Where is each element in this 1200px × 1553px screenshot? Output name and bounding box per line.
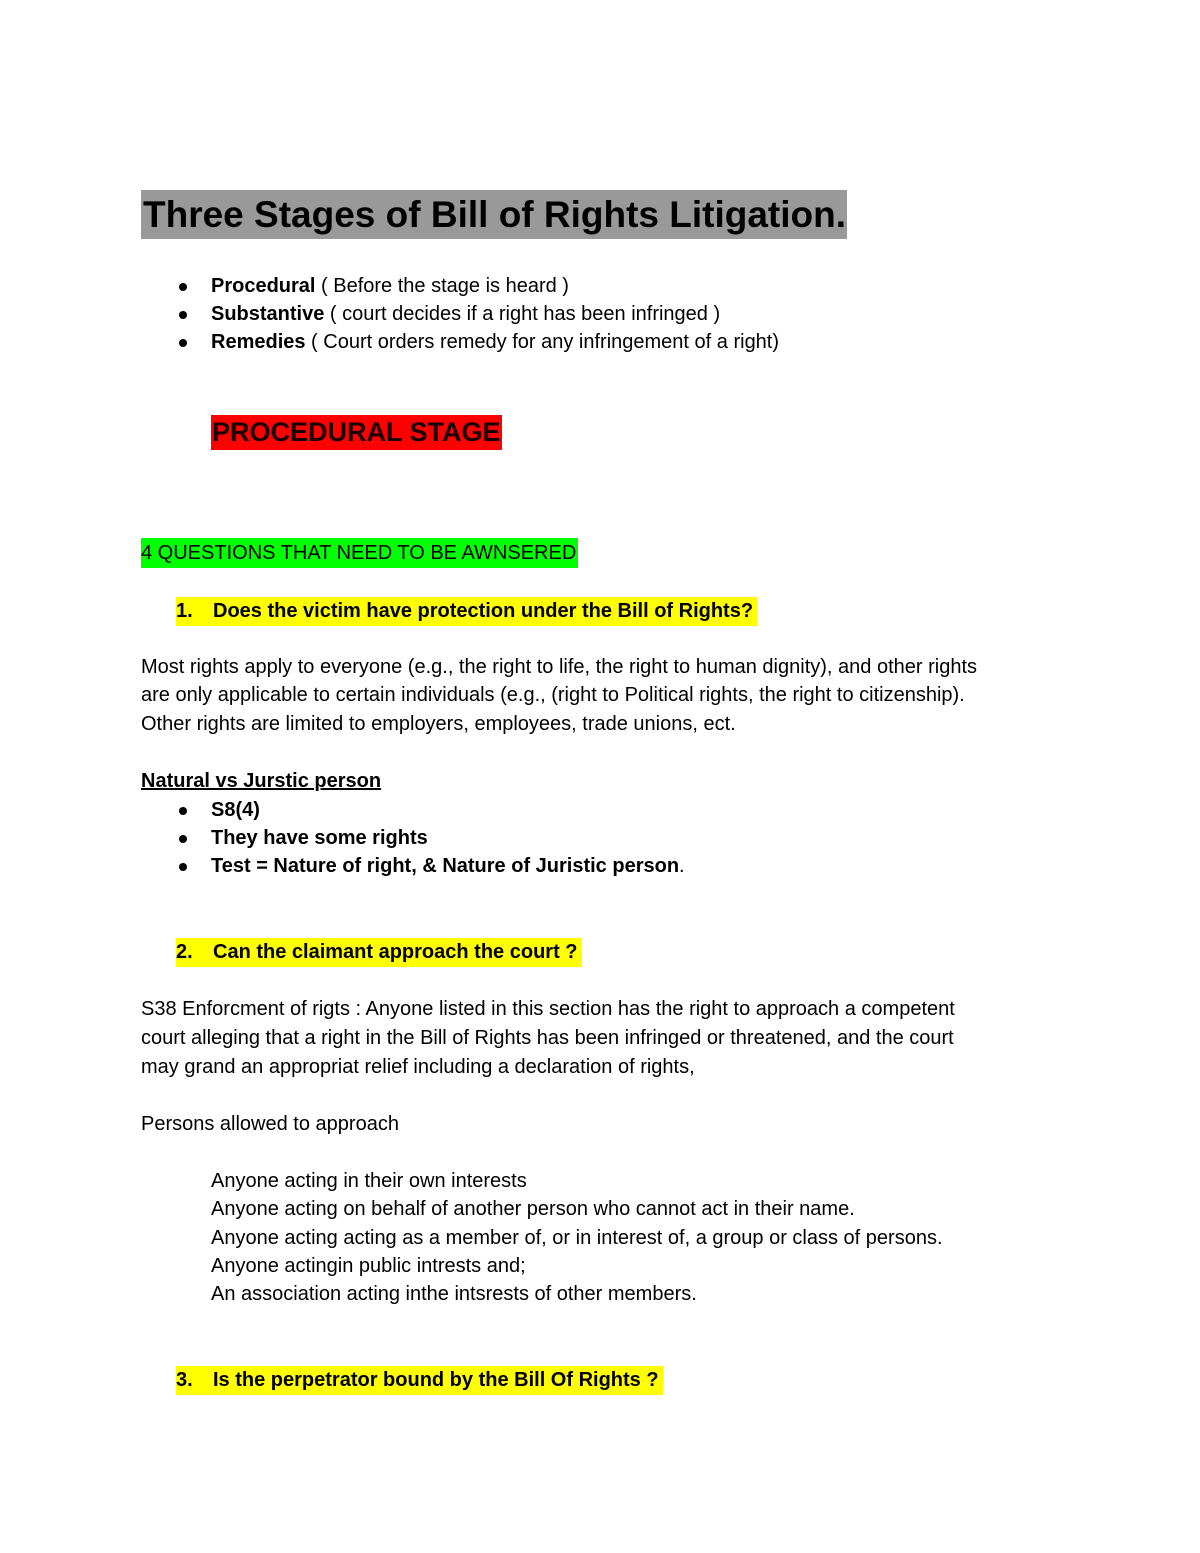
procedural-stage-text: PROCEDURAL STAGE xyxy=(212,417,501,447)
persons-heading: Persons allowed to approach xyxy=(141,1113,399,1135)
q2-paragraph-line: may grand an appropriat relief including a declaration of rights, xyxy=(141,1056,695,1078)
list-item xyxy=(211,272,569,300)
bullet-icon xyxy=(179,835,187,843)
natural-item-tail: . xyxy=(679,855,685,877)
bullet-icon xyxy=(179,863,187,871)
person-item: An association acting inthe intsrests of other members. xyxy=(211,1283,697,1305)
person-item: Anyone acting in their own interests xyxy=(211,1170,527,1192)
question-2 xyxy=(176,938,582,967)
stage-desc: ( court decides if a right has been infringed ) xyxy=(324,303,721,325)
person-item: Anyone acting acting as a member of, or in interest of, a group or class of persons. xyxy=(211,1227,943,1249)
natural-heading: Natural vs Jurstic person xyxy=(141,770,382,792)
natural-item-text: Test = Nature of right, & Nature of Juristic person xyxy=(211,855,680,877)
question-3 xyxy=(176,1366,663,1395)
q1-paragraph-line: are only applicable to certain individuals (e.g., (right to Political rights, the right to citizenship). xyxy=(141,684,965,706)
procedural-stage-heading xyxy=(211,415,502,450)
natural-item: They have some rights xyxy=(211,827,428,849)
stage-term: Remedies xyxy=(211,331,306,353)
question-number: 2. xyxy=(176,941,193,963)
person-item: Anyone acting on behalf of another person who cannot act in their name. xyxy=(211,1198,855,1220)
person-item: Anyone actingin public intrests and; xyxy=(211,1255,526,1277)
natural-item: S8(4) xyxy=(211,799,260,821)
question-number: 3. xyxy=(176,1369,193,1391)
stage-desc: ( Court orders remedy for any infringement of a right) xyxy=(305,331,780,353)
list-item xyxy=(211,300,720,328)
question-text: Is the perpetrator bound by the Bill Of Rights ? xyxy=(213,1369,659,1391)
q2-paragraph-line: court alleging that a right in the Bill of Rights has been infringed or threatened, and the court xyxy=(141,1027,954,1049)
page-title: Three Stages of Bill of Rights Litigation. xyxy=(141,190,847,239)
question-number: 1. xyxy=(176,600,193,622)
question-text: Does the victim have protection under the Bill of Rights? xyxy=(213,600,754,622)
question-1 xyxy=(176,597,757,626)
bullet-icon xyxy=(179,311,187,319)
q1-paragraph-line: Most rights apply to everyone (e.g., the right to life, the right to human dignity), and other rights xyxy=(141,656,977,678)
question-text: Can the claimant approach the court ? xyxy=(213,941,578,963)
bullet-icon xyxy=(179,807,187,815)
stage-desc: ( Before the stage is heard ) xyxy=(315,275,569,297)
list-item xyxy=(211,328,779,356)
bullet-icon xyxy=(179,339,187,347)
natural-item xyxy=(211,852,685,880)
questions-heading: 4 QUESTIONS THAT NEED TO BE AWNSERED xyxy=(141,538,578,568)
q1-paragraph-line: Other rights are limited to employers, employees, trade unions, ect. xyxy=(141,713,736,735)
q2-paragraph-line: S38 Enforcment of rigts : Anyone listed in this section has the right to approach a competent xyxy=(141,998,955,1020)
bullet-icon xyxy=(179,283,187,291)
stage-term: Substantive xyxy=(211,303,325,325)
stage-term: Procedural xyxy=(211,275,316,297)
